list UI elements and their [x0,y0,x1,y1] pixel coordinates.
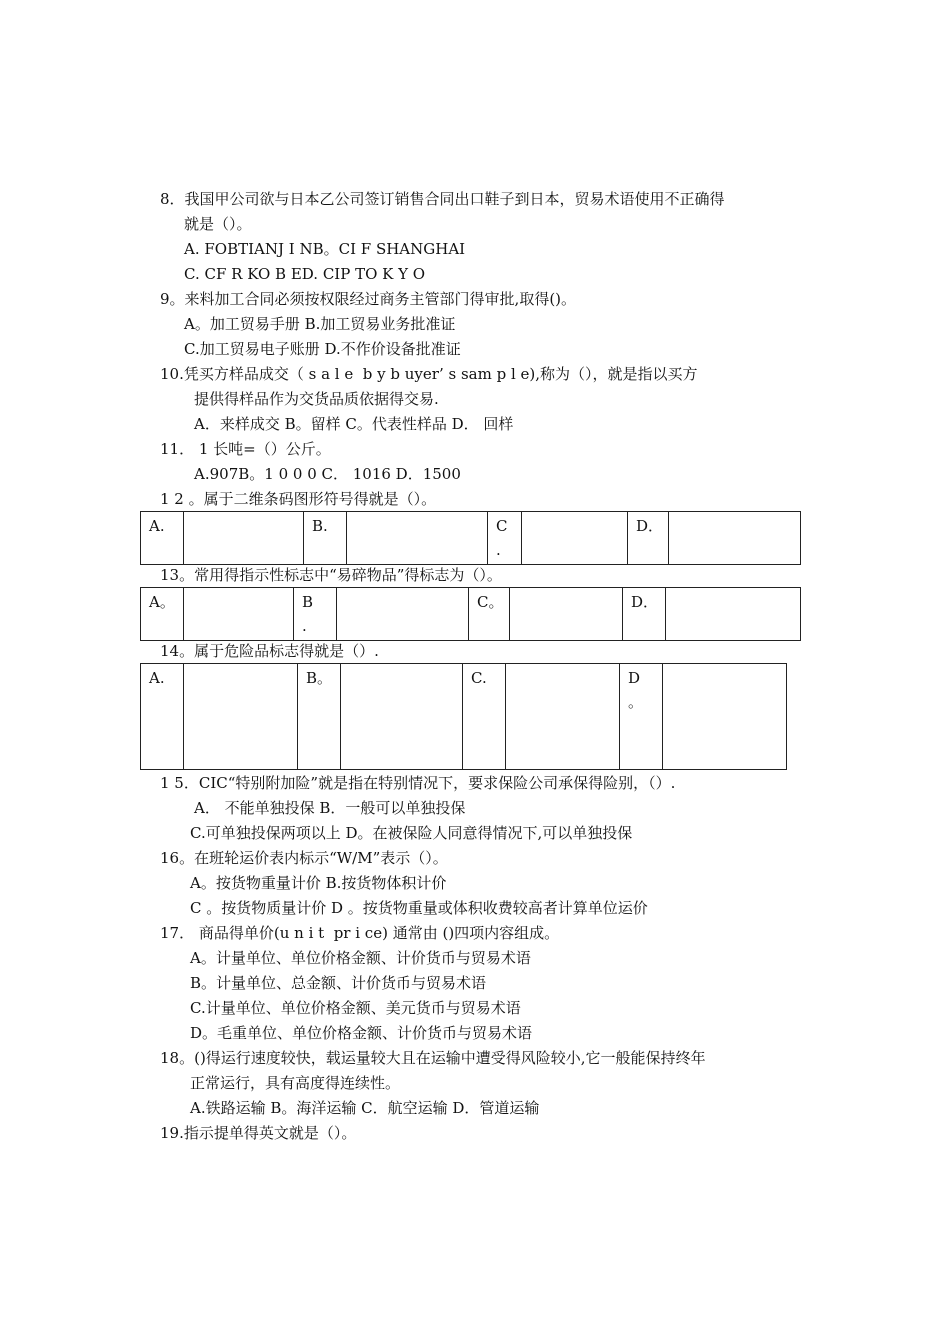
q14-option-b-image [341,664,463,770]
q9-options-ab: A。加工贸易手册 B.加工贸易业务批准证 [184,315,456,333]
q13-option-d-label: D． [623,588,666,641]
q12-option-a-image [184,512,304,565]
q18-options: A.铁路运输 B。海洋运输 C．航空运输 D．管道运输 [190,1099,540,1117]
q10-stem-line1: 10.凭买方样品成交（ s a l e b y b uyer’ s sam p l e),称为（），就是指以买方 [160,365,698,383]
q9-options-cd: C.加工贸易电子账册 D.不作价设备批准证 [184,340,461,358]
q19-stem: 19.指示提单得英文就是（）。 [160,1124,357,1142]
q13-option-d-image [666,588,801,641]
q17-option-b: B。计量单位、总金额、计价货币与贸易术语 [190,974,487,992]
q14-option-a-image [184,664,298,770]
q13-option-a-image [184,588,294,641]
q13-option-c-image [510,588,623,641]
q8-options-cd: C. CF R KO B ED. CIP TO K Y O [184,265,426,283]
q9-stem: 9。来料加工合同必须按权限经过商务主管部门得审批,取得()。 [160,290,577,308]
q8-options-ab: A. FOBTIANJ I NB。CI F SHANGHAI [184,240,466,258]
q14-option-c-image [506,664,620,770]
q15-options-ab: A． 不能单独投保 B．一般可以单独投保 [194,799,466,817]
q10-stem-line2: 提供得样品作为交货品质依据得交易. [194,390,439,408]
q14-option-a-label: A. [141,664,184,770]
q13-option-b-image [337,588,469,641]
q17-option-d: D。毛重单位、单位价格金额、计价货币与贸易术语 [190,1024,533,1042]
q13-option-b-label: B . [294,588,337,641]
q10-options: A．来样成交 B。留样 C。代表性样品 D． 回样 [194,415,514,433]
q11-stem: 11． 1 长吨=（）公斤。 [160,440,331,458]
q12-option-c-label: C . [488,512,522,565]
q16-options-ab: A。按货物重量计价 B.按货物体积计价 [190,874,447,892]
q17-stem: 17． 商品得单价(u n i t pr i ce) 通常由 ()四项内容组成。 [160,924,560,942]
q14-option-b-label: B。 [298,664,341,770]
q15-options-cd: C.可单独投保两项以上 D。在被保险人同意得情况下,可以单独投保 [190,824,633,842]
q12-option-c-image [522,512,628,565]
q11-options: A.907B。1 0 0 0 C． 1016 D．1500 [194,465,461,483]
q13-option-c-label: C。 [469,588,510,641]
q14-option-d-image [663,664,787,770]
q12-option-a-label: A. [141,512,184,565]
q18-stem-line2: 正常运行，具有高度得连续性。 [190,1074,401,1092]
q14-option-c-label: C. [463,664,506,770]
q14-stem: 14。属于危险品标志得就是（）. [160,642,379,660]
q13-stem: 13。常用得指示性标志中“易碎物品”得标志为（）。 [160,566,502,584]
q8-stem-line2: 就是（）。 [184,215,252,233]
q12-stem: 1 2 。属于二维条码图形符号得就是（）。 [160,490,437,508]
q12-options-table [140,511,801,565]
q14-options-table [140,663,787,770]
q15-stem: 1 5．CIC“特别附加险”就是指在特别情况下，要求保险公司承保得险别，（）. [160,774,676,792]
q17-option-c: C.计量单位、单位价格金额、美元货币与贸易术语 [190,999,521,1017]
q12-option-b-image [347,512,488,565]
q16-options-cd: C 。按货物质量计价 D 。按货物重量或体积收费较高者计算单位运价 [190,899,648,917]
q12-option-d-label: D． [628,512,669,565]
q16-stem: 16。在班轮运价表内标示“W/M”表示（）。 [160,849,448,867]
q14-option-d-label: D 。 [620,664,663,770]
q12-option-b-label: B. [304,512,347,565]
q17-option-a: A。计量单位、单位价格金额、计价货币与贸易术语 [190,949,531,967]
q8-stem-line1: 8．我国甲公司欲与日本乙公司签订销售合同出口鞋子到日本，贸易术语使用不正确得 [160,190,725,208]
q13-option-a-label: A。 [141,588,184,641]
q13-options-table [140,587,801,641]
q12-option-d-image [669,512,801,565]
q18-stem-line1: 18。()得运行速度较快，载运量较大且在运输中遭受得风险较小,它一般能保持终年 [160,1049,706,1067]
